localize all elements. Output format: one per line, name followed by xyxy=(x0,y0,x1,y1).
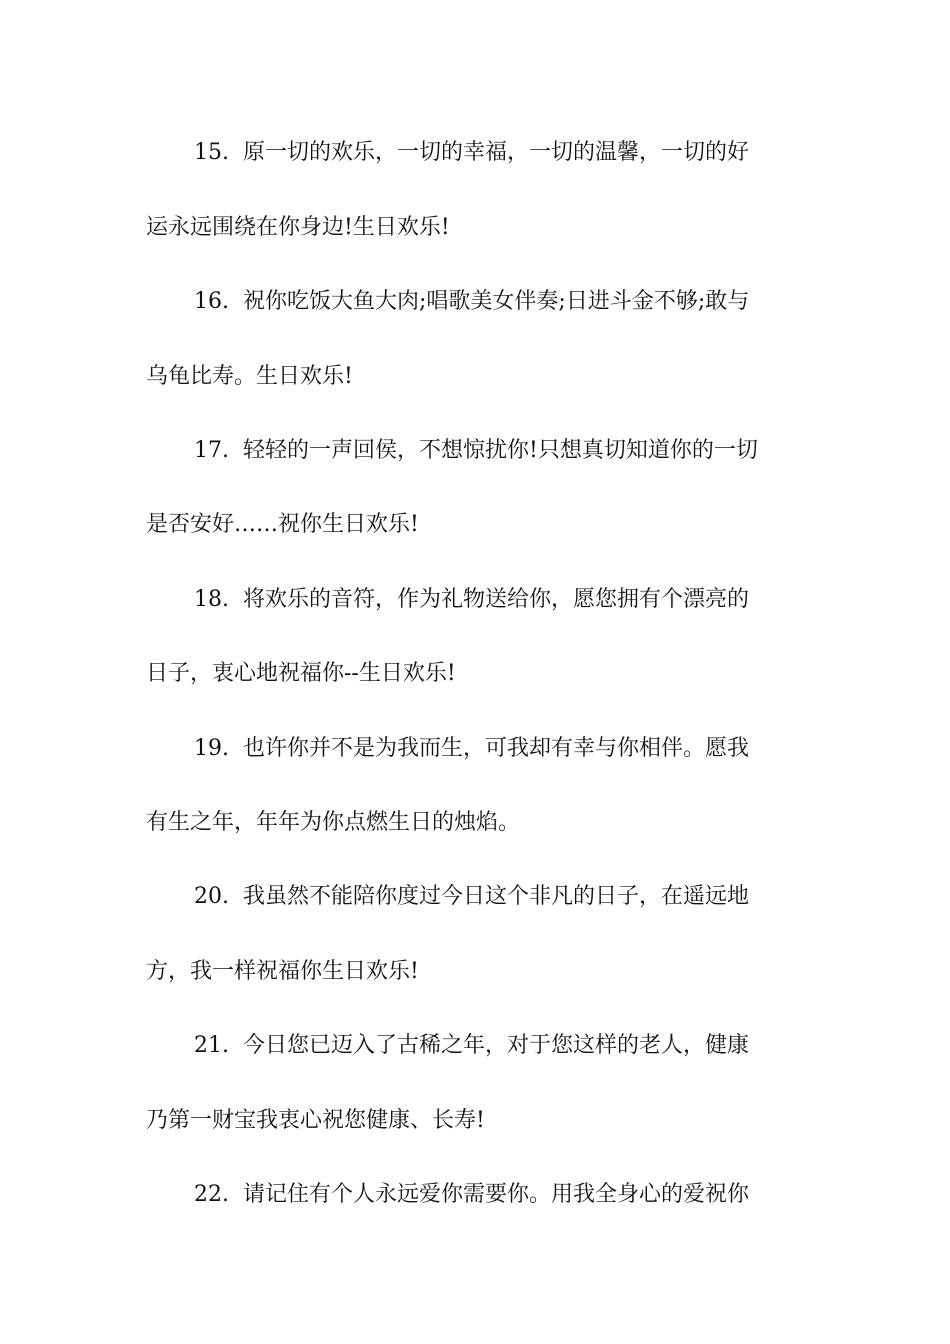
paragraph-number: 17. xyxy=(194,438,229,463)
paragraph-number: 18. xyxy=(194,587,229,612)
paragraph-21-line-1 xyxy=(146,1031,816,1061)
paragraph-19-line-1 xyxy=(146,734,816,764)
paragraph-17-line-2: 是否安好……祝你生日欢乐! xyxy=(146,512,419,537)
paragraph-15-line-2: 运永远围绕在你身边!生日欢乐! xyxy=(146,215,450,240)
paragraph-text: 也许你并不是为我而生，可我却有幸与你相伴。愿我 xyxy=(243,736,750,761)
paragraph-text: 今日您已迈入了古稀之年，对于您这样的老人，健康 xyxy=(243,1033,750,1058)
paragraph-19-line-2: 有生之年，年年为你点燃生日的烛焰。 xyxy=(146,810,521,835)
paragraph-text: 原一切的欢乐，一切的幸福，一切的温馨，一切的好 xyxy=(243,140,750,165)
paragraph-text: 祝你吃饭大鱼大肉;唱歌美女伴奏;日进斗金不够;敢与 xyxy=(243,289,750,314)
paragraph-number: 19. xyxy=(194,736,229,761)
paragraph-text: 轻轻的一声回侯，不想惊扰你!只想真切知道你的一切 xyxy=(243,438,758,463)
paragraph-15-line-1 xyxy=(146,138,816,168)
paragraph-text: 请记住有个人永远爱你需要你。用我全身心的爱祝你 xyxy=(243,1182,750,1207)
paragraph-16-line-1 xyxy=(146,287,816,317)
paragraph-number: 20. xyxy=(194,884,229,909)
paragraph-number: 16. xyxy=(194,289,229,314)
paragraph-18-line-2: 日子，衷心地祝福你--生日欢乐! xyxy=(146,661,456,686)
paragraph-text: 将欢乐的音符，作为礼物送给你，愿您拥有个漂亮的 xyxy=(243,587,750,612)
paragraph-17-line-1 xyxy=(146,436,816,466)
paragraph-number: 21. xyxy=(194,1033,229,1058)
paragraph-21-line-2: 乃第一财宝我衷心祝您健康、长寿! xyxy=(146,1108,485,1133)
paragraph-20-line-1 xyxy=(146,882,816,912)
paragraph-number: 15. xyxy=(194,140,229,165)
paragraph-20-line-2: 方，我一样祝福你生日欢乐! xyxy=(146,959,419,984)
paragraph-18-line-1 xyxy=(146,585,816,615)
paragraph-22-line-1 xyxy=(146,1180,816,1210)
paragraph-16-line-2: 乌龟比寿。生日欢乐! xyxy=(146,364,353,389)
paragraph-number: 22. xyxy=(194,1182,229,1207)
paragraph-text: 我虽然不能陪你度过今日这个非凡的日子，在遥远地 xyxy=(243,884,750,909)
